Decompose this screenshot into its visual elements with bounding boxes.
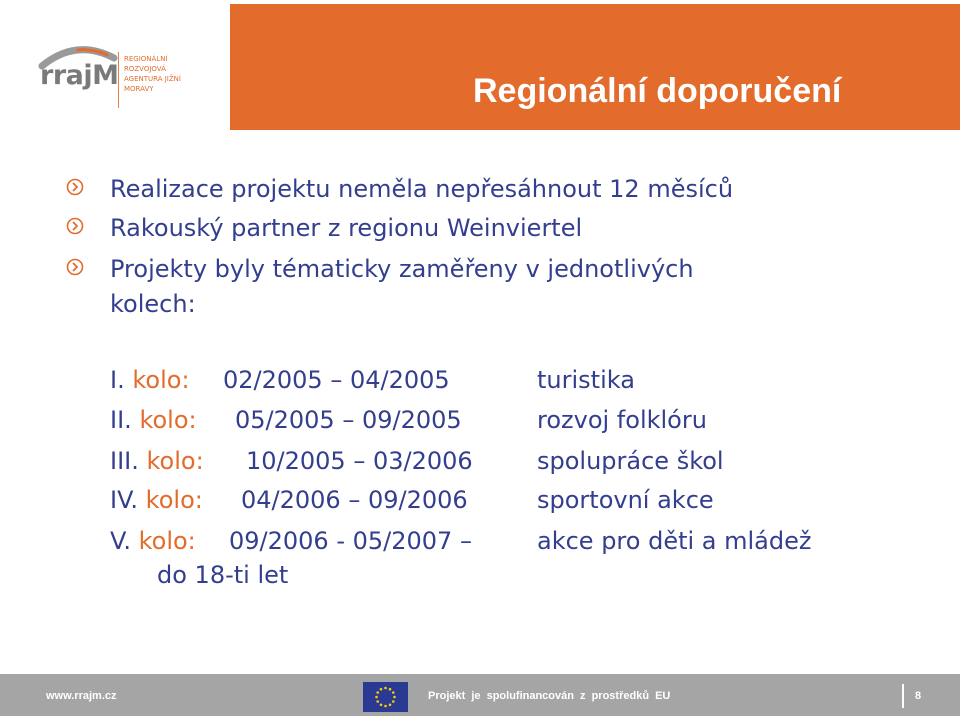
footer-divider [902, 684, 904, 708]
round-topic: sportovní akce [537, 486, 714, 514]
round-continuation: do 18-ti let [157, 561, 289, 589]
round-number: V. [110, 527, 131, 555]
round-row [110, 525, 812, 557]
slide-title: Regionální doporučení [473, 72, 842, 110]
round-topic: rozvoj folklóru [537, 406, 707, 434]
circle-chevron-bullet-icon [66, 178, 84, 196]
bullet-text: Projekty byly tématicky zaměřeny v jednotlivých [110, 255, 694, 283]
logo-subtitle: REGIONÁLNÍ ROZVOJOVÁ AGENTURA JIŽNÍ MORAVY [124, 55, 181, 93]
bullet-text: Rakouský partner z regionu Weinviertel [110, 214, 583, 242]
round-dates: 10/2005 – 03/2006 [246, 447, 473, 475]
round-topic: turistika [537, 366, 635, 394]
round-row [110, 364, 635, 396]
round-number: I. [110, 366, 125, 394]
circle-chevron-bullet-icon [66, 258, 84, 276]
bullet-text: Realizace projektu neměla nepřesáhnout 12 měsíců [110, 175, 734, 203]
round-topic: spolupráce škol [537, 447, 724, 475]
footer-url: www.rrajm.cz [46, 690, 117, 702]
title-banner [230, 4, 960, 130]
round-kolo: kolo: [145, 486, 203, 514]
page-number: 8 [915, 690, 922, 702]
footer-funding-text: Projekt je spolufinancován z prostředků EU [428, 690, 671, 702]
round-row [110, 404, 707, 436]
round-topic: akce pro děti a mládež [537, 527, 812, 555]
round-dates: 02/2005 – 04/2005 [223, 366, 450, 394]
rrajm-logo [36, 36, 186, 116]
round-kolo: kolo: [139, 406, 197, 434]
round-kolo: kolo: [146, 447, 204, 475]
eu-flag-icon [363, 682, 408, 712]
logo-wordmark: rrajM [40, 60, 119, 91]
round-kolo: kolo: [138, 527, 196, 555]
circle-chevron-bullet-icon [66, 217, 84, 235]
round-dates: 05/2005 – 09/2005 [235, 406, 462, 434]
round-row [110, 445, 724, 477]
bullet-text-continuation: kolech: [110, 290, 196, 318]
round-number: II. [110, 406, 132, 434]
round-dates: 09/2006 - 05/2007 – [229, 527, 472, 555]
round-number: IV. [110, 486, 139, 514]
footer-bar [0, 674, 960, 716]
logo-divider [118, 52, 119, 108]
round-row [110, 484, 714, 516]
round-kolo: kolo: [132, 366, 190, 394]
round-dates: 04/2006 – 09/2006 [241, 486, 468, 514]
round-number: III. [110, 447, 139, 475]
